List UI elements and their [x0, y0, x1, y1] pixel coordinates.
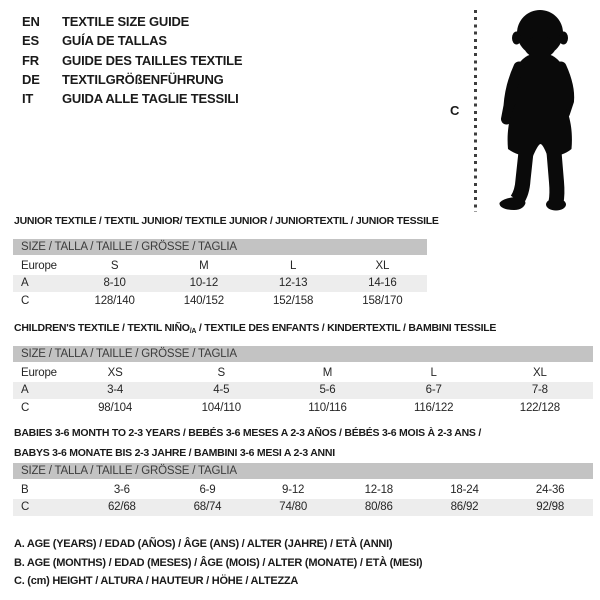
language-row-fr: [22, 51, 242, 70]
cell: 104/110: [201, 401, 241, 414]
cell: 7-8: [487, 382, 593, 400]
table-row-height: [13, 399, 593, 417]
cell: 116/122: [413, 401, 454, 414]
row-label: C: [21, 401, 30, 414]
row-label: B: [21, 483, 29, 496]
cell: 24-36: [535, 483, 565, 496]
table-header-bar: [13, 463, 593, 480]
language-code: ES: [22, 33, 39, 49]
table-row-age: [13, 275, 427, 293]
cell: 62/68: [79, 499, 165, 517]
cell: 12-18: [364, 483, 393, 496]
cell: 86/92: [422, 499, 508, 517]
row-label: C: [21, 294, 30, 307]
language-title: GUIDA ALLE TAGLIE TESSILI: [62, 91, 239, 107]
cell: 12-13: [249, 275, 338, 293]
cell: 3-4: [62, 382, 168, 400]
section-heading-junior: JUNIOR TEXTILE / TEXTIL JUNIOR/ TEXTILE JUNIOR / JUNIORTEXTIL / JUNIOR TESSILE: [14, 215, 439, 227]
footnote-c: C. (cm) HEIGHT / ALTURA / HAUTEUR / HÖHE / ALTEZZA: [14, 575, 299, 588]
cell: 8-10: [70, 275, 159, 293]
language-guide-list: [22, 12, 242, 108]
cell: 5-6: [274, 382, 380, 400]
language-code: DE: [22, 71, 40, 87]
section-heading-children: [14, 322, 496, 335]
cell: 74/80: [250, 499, 336, 517]
cell: 14-16: [338, 275, 427, 293]
cell: 6-9: [199, 483, 216, 496]
cell: M: [199, 259, 209, 272]
cell: 128/140: [94, 294, 135, 307]
language-row-en: [22, 12, 242, 31]
row-label: Europe: [21, 366, 57, 379]
table-header-bar: [13, 239, 427, 256]
cell: L: [430, 366, 437, 379]
cell: 110/116: [308, 401, 347, 414]
cell: 18-24: [450, 483, 479, 496]
cell: XL: [533, 366, 547, 379]
language-row-es: [22, 31, 242, 50]
language-code: FR: [22, 52, 39, 68]
size-table-babies: [13, 463, 593, 516]
language-title: TEXTILE SIZE GUIDE: [62, 14, 190, 29]
size-table-junior: [13, 239, 427, 310]
footnote-b: B. AGE (MONTHS) / EDAD (MESES) / ÂGE (MOIS) / ALTER (MONATE) / ETÀ (MESI): [14, 556, 423, 569]
row-label: Europe: [21, 259, 57, 272]
table-row-europe: [13, 363, 593, 382]
babies-heading-line2: BABYS 3-6 MONATE BIS 2-3 JAHRE / BAMBINI 3-6 MESI A 2-3 ANNI: [14, 446, 335, 459]
cell: XS: [107, 366, 123, 379]
cell: 140/152: [183, 294, 224, 307]
table-row-age: [13, 382, 593, 400]
children-heading-suffix: / TEXTILE DES ENFANTS / KINDERTEXTIL / BAMBINI TESSILE: [196, 322, 497, 334]
cell: 80/86: [336, 499, 422, 517]
language-code: IT: [22, 91, 34, 107]
table-header-label: SIZE / TALLA / TAILLE / GRÖSSE / TAGLIA: [13, 463, 593, 480]
language-title: GUIDE DES TAILLES TEXTILE: [62, 52, 243, 68]
cell: 9-12: [282, 483, 305, 496]
cell: 68/74: [165, 499, 251, 517]
cell: 10-12: [159, 275, 248, 293]
language-row-it: [22, 89, 242, 108]
cell: S: [110, 259, 119, 272]
language-row-de: [22, 70, 242, 89]
cell: XL: [375, 259, 390, 272]
language-title: TEXTILGRÖßENFÜHRUNG: [62, 71, 224, 87]
height-dotted-line: [474, 10, 477, 212]
table-row-height: [13, 499, 593, 517]
language-title: GUÍA DE TALLAS: [62, 33, 167, 49]
row-label: A: [13, 382, 62, 400]
children-heading-sub: /A: [189, 328, 197, 335]
table-header-bar: [13, 346, 593, 363]
cell: M: [322, 366, 333, 379]
section-heading-babies: [14, 424, 481, 463]
cell: 122/128: [519, 401, 560, 414]
height-c-label: C: [450, 103, 460, 118]
footnote-a: A. AGE (YEARS) / EDAD (AÑOS) / ÂGE (ANS) / ALTER (JAHRE) / ETÀ (ANNI): [14, 538, 393, 550]
cell: 4-5: [168, 382, 274, 400]
cell: S: [217, 366, 226, 379]
table-row-months: [13, 480, 593, 499]
baby-silhouette-icon: [486, 4, 594, 212]
cell: 6-7: [381, 382, 487, 400]
table-row-europe: [13, 256, 427, 275]
table-row-height: [13, 292, 427, 310]
footnotes: [14, 535, 422, 591]
row-label: A: [13, 275, 70, 293]
cell: 158/170: [362, 294, 403, 307]
babies-heading-line1: BABIES 3-6 MONTH TO 2-3 YEARS / BEBÉS 3-6 MESES A 2-3 AÑOS / BÉBÉS 3-6 MOIS À 2-3 ANS /: [14, 427, 482, 439]
cell: 92/98: [507, 499, 593, 517]
table-header-label: SIZE / TALLA / TAILLE / GRÖSSE / TAGLIA: [13, 239, 427, 256]
cell: 152/158: [273, 294, 314, 307]
children-heading-prefix: CHILDREN'S TEXTILE / TEXTIL NIÑO: [14, 322, 190, 334]
language-code: EN: [22, 14, 40, 29]
cell: 98/104: [98, 401, 133, 414]
cell: L: [290, 259, 297, 272]
row-label: C: [13, 499, 79, 517]
size-table-children: [13, 346, 593, 417]
table-header-label: SIZE / TALLA / TAILLE / GRÖSSE / TAGLIA: [13, 346, 593, 363]
cell: 3-6: [113, 483, 130, 496]
